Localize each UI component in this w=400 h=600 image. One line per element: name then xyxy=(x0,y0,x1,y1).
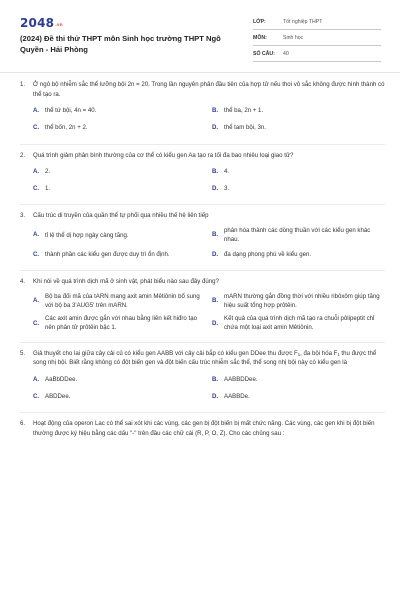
page-title: (2024) Đề thi thử THPT môn Sinh học trường THPT Ngô Quyền - Hải Phòng xyxy=(20,34,221,54)
option-text: 1. xyxy=(45,185,51,193)
answer-option-d[interactable] xyxy=(212,180,385,197)
question-text: Quá trình giảm phân bình thường của cơ thể có kiểu gen Aa tạo ra tối đa bao nhiêu loại giao tử? xyxy=(33,151,294,159)
question-text: Khi nói về quá trình dịch mã ở sinh vật, phát biểu nào sau đây đúng? xyxy=(33,278,219,286)
answer-option-a[interactable] xyxy=(33,290,206,312)
option-letter: C. xyxy=(33,250,40,258)
question-5 xyxy=(20,349,385,414)
question-number: 2. xyxy=(20,151,26,159)
logo-suffix: .vn xyxy=(55,22,63,27)
option-letter: C. xyxy=(33,319,40,327)
subscript: 1 xyxy=(297,351,301,357)
question-3 xyxy=(20,211,385,271)
option-text: thể tứ bội, 4n = 40. xyxy=(45,107,97,115)
option-letter: C. xyxy=(33,184,40,192)
subscript: 1 xyxy=(337,351,340,357)
header-divider xyxy=(0,72,400,73)
option-letter: B. xyxy=(212,231,219,239)
option-text: Các axit amin được gắn với nhau bằng liên kết hiđro tạo nên phân tử prôtêin bậc 1. xyxy=(45,315,197,332)
info-value: 40 xyxy=(283,50,289,57)
answer-option-b[interactable] xyxy=(212,290,385,312)
site-logo[interactable] xyxy=(20,16,63,30)
question-number: 6. xyxy=(20,420,26,428)
question-number: 4. xyxy=(20,278,26,286)
option-text: thể ba, 2n + 1. xyxy=(224,107,264,115)
info-row-subject xyxy=(253,30,381,46)
option-text: 4. xyxy=(224,168,230,176)
answer-option-d[interactable] xyxy=(212,246,385,263)
option-text: thành phần các kiểu gen được duy trì ổn định. xyxy=(45,251,170,259)
option-letter: D. xyxy=(212,319,219,327)
question-4 xyxy=(20,277,385,342)
answer-option-c[interactable] xyxy=(33,180,206,197)
option-letter: C. xyxy=(33,392,40,400)
option-text: Bộ ba đối mã của tARN mang axit amin Mêtiônin bổ sung với bộ ba 3'AUG5' trên mARN. xyxy=(45,293,200,310)
answer-option-a[interactable] xyxy=(33,103,206,120)
question-text: Cấu trúc di truyền của quần thể tự phối qua nhiều thế hệ liên tiếp xyxy=(33,212,209,220)
info-label: SỐ CÂU: xyxy=(253,50,275,57)
answer-option-d[interactable] xyxy=(212,120,385,137)
option-text: đa dạng phong phú về kiểu gen. xyxy=(224,251,312,259)
answer-option-b[interactable] xyxy=(212,371,385,388)
option-letter: A. xyxy=(33,167,40,175)
option-letter: D. xyxy=(212,392,219,400)
question-text: Ở ngô bộ nhiễm sắc thể lưỡng bội 2n = 20. Trong lần nguyên phân đầu tiên của hợp tử nếu thoi vô sắc không được hình thành có thể tạo ra. xyxy=(33,81,385,98)
answer-option-c[interactable] xyxy=(33,388,206,405)
option-letter: C. xyxy=(33,124,40,132)
option-text: phân hóa thành các dòng thuần với các kiểu gen khác nhau. xyxy=(224,227,371,244)
answer-option-b[interactable] xyxy=(212,224,385,246)
answer-option-b[interactable] xyxy=(212,163,385,180)
option-text: AABBDe. xyxy=(224,393,250,401)
question-text: Hoạt động của operon Lac có thể sai xót khi các vùng, các gen bị đột biến bị mất chức năng. Các vùng, các gen khi bị đột biến thường được ký hiệu bằng các dấu "-" trên đầu các chữ cái (R, P, O, Z). Cho các chủng sau : xyxy=(33,420,375,437)
answer-option-d[interactable] xyxy=(212,388,385,405)
option-letter: D. xyxy=(212,250,219,258)
question-2 xyxy=(20,151,385,206)
exam-info-table xyxy=(253,14,381,62)
option-text: mARN thường gắn đồng thời với nhiều ribôxôm giúp tăng hiệu suất tổng hợp prôtêin. xyxy=(224,293,380,310)
question-text-part: thu được thể song nhị bội. Biết rằng không có đột biến gen và đột biến cấu trúc nhiễm sắc thể, thể song nhị bội này có kiểu gen là xyxy=(33,349,377,367)
option-text: AABBDDee. xyxy=(224,376,258,384)
option-text: AaBbDDee. xyxy=(45,376,78,384)
question-text xyxy=(33,349,385,369)
option-text: 3. xyxy=(224,185,230,193)
option-text: thể tam bội, 3n. xyxy=(224,124,267,132)
option-text: tỉ lệ thể dị hợp ngày càng tăng. xyxy=(45,231,129,239)
answer-option-c[interactable] xyxy=(33,246,206,263)
option-text: Kết quả của quá trình dịch mã tạo ra chuỗi pôlipeptit chỉ chứa một loại axit amin Mêtiônin. xyxy=(224,315,375,332)
answer-option-c[interactable] xyxy=(33,120,206,137)
option-letter: A. xyxy=(33,297,40,305)
question-list xyxy=(20,80,385,452)
question-1 xyxy=(20,80,385,145)
answer-option-d[interactable] xyxy=(212,312,385,334)
option-text: thể bốn, 2n + 2. xyxy=(45,124,88,132)
question-6 xyxy=(20,419,385,446)
option-text: ABDDee. xyxy=(45,393,71,401)
option-letter: A. xyxy=(33,107,40,115)
logo-text: 2048 xyxy=(20,16,55,30)
info-row-class xyxy=(253,14,381,30)
option-letter: A. xyxy=(33,375,40,383)
option-letter: D. xyxy=(212,184,219,192)
question-number: 5. xyxy=(20,349,26,357)
answer-option-b[interactable] xyxy=(212,103,385,120)
answer-option-a[interactable] xyxy=(33,163,206,180)
option-letter: B. xyxy=(212,107,219,115)
answer-option-c[interactable] xyxy=(33,312,206,334)
question-number: 3. xyxy=(20,212,26,220)
info-value: Tốt nghiệp THPT xyxy=(283,18,323,25)
option-letter: B. xyxy=(212,167,219,175)
info-value: Sinh học xyxy=(283,34,304,41)
option-letter: B. xyxy=(212,375,219,383)
question-number: 1. xyxy=(20,81,26,88)
option-letter: A. xyxy=(33,231,40,239)
info-label: MÔN: xyxy=(253,34,267,41)
answer-option-a[interactable] xyxy=(33,224,206,246)
question-text-part: , đa bội hóa F xyxy=(300,349,338,357)
info-label: LỚP: xyxy=(253,18,266,25)
option-letter: D. xyxy=(212,124,219,132)
option-letter: B. xyxy=(212,297,219,305)
question-text-part: Giả thuyết cho lai giữa cây cải củ có kiểu gen AABB với cây cải bắp có kiểu gen DDee thu được F xyxy=(33,349,298,357)
option-text: 2. xyxy=(45,168,51,176)
info-row-question-count xyxy=(253,46,381,62)
answer-option-a[interactable] xyxy=(33,371,206,388)
